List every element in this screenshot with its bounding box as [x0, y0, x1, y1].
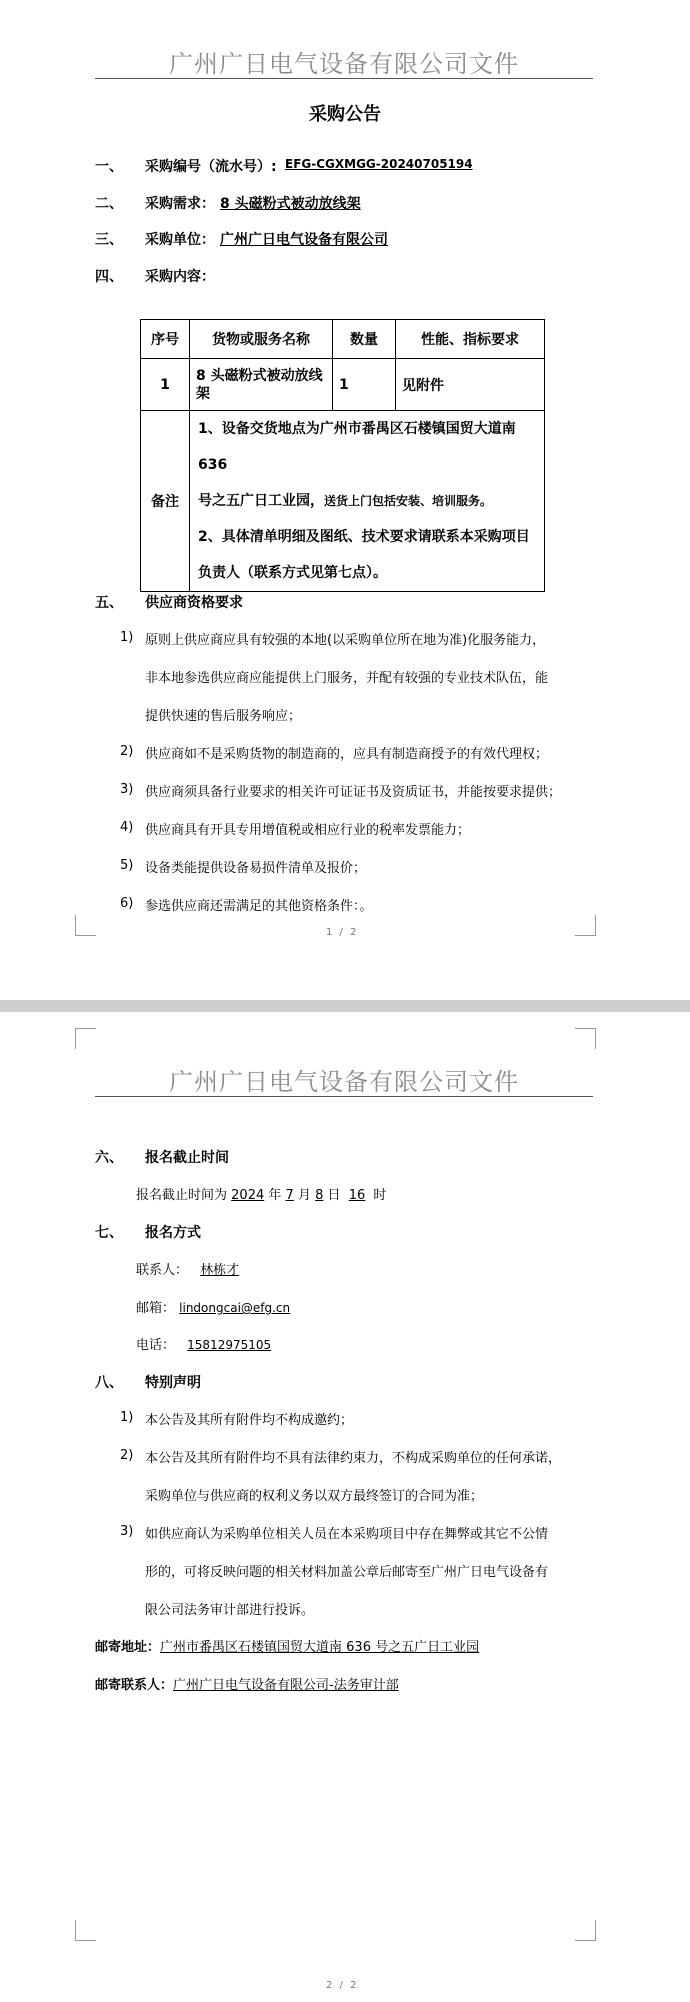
section-5-label: 供应商资格要求	[145, 595, 243, 611]
mailing-address: 广州市番禺区石楼镇国贸大道南 636 号之五广日工业园	[160, 1640, 480, 1655]
remark-content	[190, 411, 545, 592]
procurement-unit: 广州广日电气设备有限公司	[220, 232, 388, 248]
page-number: 2 / 2	[326, 1980, 359, 1991]
page-2	[0, 1012, 690, 2002]
page-corner-mark	[575, 1028, 596, 1049]
list-item: 采购单位与供应商的权利义务以双方最终签订的合同为准；	[145, 1489, 484, 1504]
section-6-number: 六、	[95, 1150, 123, 1166]
mailing-contact: 广州广日电气设备有限公司-法务审计部	[173, 1678, 399, 1693]
procurement-number: EFG-CGXMGG-20240705194	[285, 157, 473, 171]
remark-line	[198, 483, 536, 519]
deadline-hour-unit: 时	[373, 1188, 387, 1203]
section-6-label: 报名截止时间	[145, 1150, 229, 1166]
deadline-month: 7	[285, 1188, 294, 1203]
row-number: 1	[141, 359, 190, 411]
page-title: 采购公告	[309, 104, 381, 125]
remark-text: 送货上门包括安装、培训服务。	[324, 494, 493, 508]
table-row	[141, 359, 545, 411]
list-item: 非本地参选供应商应能提供上门服务，并配有较强的专业技术队伍，能	[145, 671, 549, 686]
remark-line: 负责人（联系方式见第七点）。	[198, 565, 387, 581]
list-item: 本公告及其所有附件均不构成邀约；	[145, 1413, 354, 1428]
deadline-year: 2024	[231, 1188, 265, 1203]
contact-person-label: 联系人：	[136, 1263, 189, 1278]
document-header: 广州广日电气设备有限公司文件	[169, 1068, 519, 1096]
document-header: 广州广日电气设备有限公司文件	[169, 50, 519, 78]
contact-email-line	[136, 1297, 302, 1316]
deadline-hour: 16	[348, 1188, 366, 1203]
list-item: 参选供应商还需满足的其他资格条件：。	[145, 899, 373, 914]
table-header-cell: 序号	[141, 320, 190, 359]
list-item: 供应商如不是采购货物的制造商的，应具有制造商授予的有效代理权；	[145, 747, 549, 762]
table-header-cell: 性能、指标要求	[396, 320, 545, 359]
remark-text: 号之五广日工业园，	[198, 493, 324, 509]
section-2-label: 采购需求：	[145, 196, 215, 212]
section-8-label: 特别声明	[145, 1375, 201, 1391]
list-item: 如供应商认为采购单位相关人员在本采购项目中存在舞弊或其它不公情	[145, 1527, 549, 1542]
deadline-month-unit: 月	[297, 1188, 311, 1203]
deadline-year-unit: 年	[268, 1188, 282, 1203]
procurement-demand: 8 头磁粉式被动放线架	[220, 196, 361, 212]
remark-line: 2、具体清单明细及图纸、技术要求请联系本采购项目	[198, 529, 530, 545]
section-7-number: 七、	[95, 1225, 123, 1241]
list-number: 4)	[120, 820, 134, 835]
deadline-prefix: 报名截止时间为	[136, 1188, 228, 1203]
list-number: 2)	[120, 744, 134, 759]
deadline-day: 8	[315, 1188, 324, 1203]
table-header-cell: 货物或服务名称	[190, 320, 333, 359]
list-item: 本公告及其所有附件均不具有法律约束力，不构成采购单位的任何承诺，	[145, 1451, 562, 1466]
list-number: 1)	[120, 1410, 134, 1425]
list-item: 限公司法务审计部进行投诉。	[145, 1603, 315, 1618]
procurement-table	[140, 319, 545, 592]
contact-phone-label: 电话：	[136, 1338, 176, 1353]
section-4-label: 采购内容：	[145, 269, 215, 285]
contact-person: 林栋才	[200, 1263, 240, 1278]
list-number: 2)	[120, 1448, 134, 1463]
list-number: 1)	[120, 630, 134, 645]
list-item: 原则上供应商应具有较强的本地(以采购单位所在地为准)化服务能力，	[145, 633, 546, 648]
list-item: 提供快速的售后服务响应；	[145, 709, 302, 724]
page-number: 1 / 2	[326, 927, 359, 938]
list-item: 供应商须具备行业要求的相关许可证证书及资质证书，并能按要求提供；	[145, 785, 562, 800]
page-separator	[0, 1000, 690, 1012]
page-corner-mark	[75, 915, 96, 936]
remark-label: 备注	[141, 411, 190, 592]
section-1-number: 一、	[95, 159, 123, 175]
contact-email-label: 邮箱：	[136, 1301, 176, 1316]
table-header-cell: 数量	[333, 320, 396, 359]
contact-person-line	[136, 1259, 257, 1278]
remark-row	[141, 411, 545, 592]
remark-line: 1、设备交货地点为广州市番禺区石楼镇国贸大道南 636	[198, 421, 516, 473]
table-header-row	[141, 320, 545, 359]
item-quantity: 1	[333, 359, 396, 411]
section-2-number: 二、	[95, 196, 123, 212]
section-3-number: 三、	[95, 232, 123, 248]
page-corner-mark	[575, 1920, 596, 1941]
section-8-number: 八、	[95, 1375, 123, 1391]
contact-phone: 15812975105	[187, 1338, 272, 1352]
page-corner-mark	[575, 915, 596, 936]
section-5-number: 五、	[95, 595, 123, 611]
list-number: 6)	[120, 896, 134, 911]
contact-phone-line	[136, 1334, 279, 1353]
list-number: 3)	[120, 1524, 134, 1539]
section-3-label: 采购单位：	[145, 232, 215, 248]
section-7-label: 报名方式	[145, 1225, 201, 1241]
page-corner-mark	[75, 1920, 96, 1941]
header-divider	[95, 78, 593, 79]
contact-email[interactable]: lindongcai@efg.cn	[179, 1301, 291, 1315]
item-name: 8 头磁粉式被动放线架	[190, 359, 333, 411]
page-corner-mark	[75, 1028, 96, 1049]
section-1-label: 采购编号（流水号）:	[145, 159, 277, 175]
page-1	[0, 0, 690, 1000]
mailing-address-label: 邮寄地址：	[95, 1640, 161, 1655]
section-4-number: 四、	[95, 269, 123, 285]
list-number: 5)	[120, 858, 134, 873]
list-item: 设备类能提供设备易损件清单及报价；	[145, 861, 367, 876]
mailing-contact-label: 邮寄联系人：	[95, 1678, 174, 1693]
header-divider	[95, 1096, 593, 1097]
list-item: 形的，可将反映问题的相关材料加盖公章后邮寄至广州广日电气设备有	[145, 1565, 549, 1580]
mailing-contact-line	[95, 1674, 399, 1693]
list-number: 3)	[120, 782, 134, 797]
deadline-line	[136, 1184, 386, 1203]
mailing-address-line	[95, 1636, 479, 1655]
list-item: 供应商具有开具专用增值税或相应行业的税率发票能力；	[145, 823, 471, 838]
deadline-day-unit: 日	[327, 1188, 341, 1203]
item-spec: 见附件	[396, 359, 545, 411]
